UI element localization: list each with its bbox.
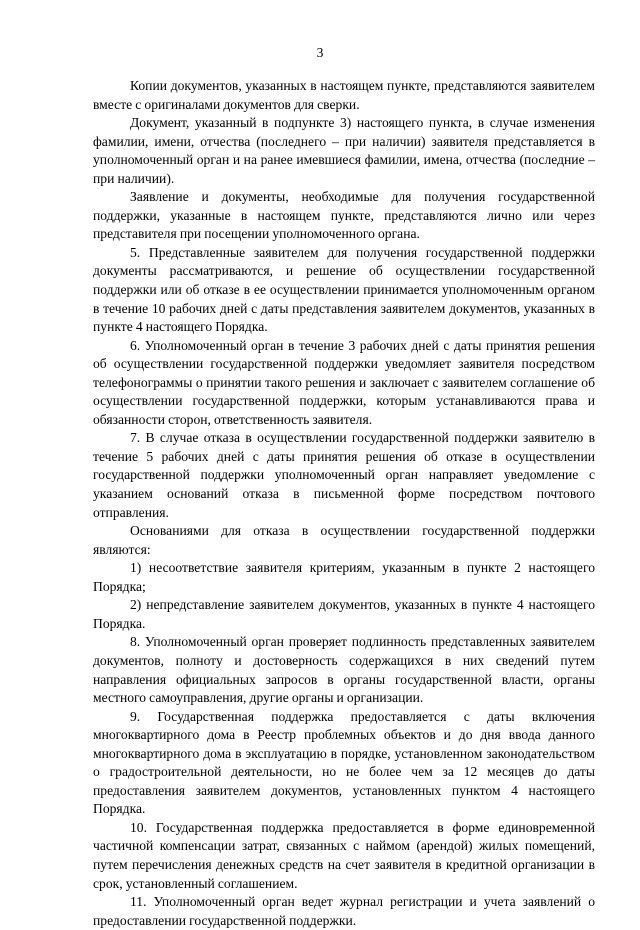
paragraph-item-11: 11. Уполномоченный орган ведет журнал регистрации и учета заявлений о предоставлении государственной поддержки.: [93, 894, 595, 928]
paragraph-item-7: 7. В случае отказа в осуществлении государственной поддержки заявителю в течение 5 рабочих дней с даты принятия решения об отказе в осуществлении государственной поддержки уполномоченный орган направляет уведомление с указанием оснований отказа в письменной форме посредством почтового отправления.: [93, 430, 595, 520]
list-item-1: 1) несоответствие заявителя критериям, указанным в пункте 2 настоящего Порядка;: [93, 560, 595, 594]
document-body: [93, 77, 595, 930]
paragraph-submission: Заявление и документы, необходимые для получения государственной поддержки, указанные в настоящем пункте, представляются лично или через представителя при посещении уполномоченного органа.: [93, 189, 595, 242]
list-item-2: 2) непредставление заявителем документов, указанных в пункте 4 настоящего Порядка.: [93, 597, 595, 631]
paragraph-item-8: 8. Уполномоченный орган проверяет подлинность представленных заявителем документов, полноту и достоверность содержащихся в них сведений путем направления официальных запросов в органы государственной власти, органы местного самоуправления, другие органы и организации.: [93, 634, 595, 706]
paragraph-item-6: 6. Уполномоченный орган в течение 3 рабочих дней с даты принятия решения об осуществлении государственной поддержки уведомляет заявителя посредством телефонограммы о принятии такого решения и заключает с заявителем соглашение об осуществлении государственной поддержки, которым устанавливаются права и обязанности сторон, ответственность заявителя.: [93, 337, 595, 427]
paragraph-item-10: 10. Государственная поддержка предоставляется в форме единовременной частичной компенсации затрат, связанных с наймом (арендой) жилых помещений, путем перечисления денежных средств на счет заявителя в кредитной организации в срок, установленный соглашением.: [93, 819, 595, 891]
paragraph-item-5: 5. Представленные заявителем для получения государственной поддержки документы рассматриваются, и решение об осуществлении государственной поддержки или об отказе в ее осуществлении принимается уполномоченным органом в течение 10 рабочих дней с даты представления заявителем документов, указанных в пункте 4 настоящего Порядка.: [93, 244, 595, 335]
page-number: 3: [316, 45, 324, 60]
paragraph-item-9: 9. Государственная поддержка предоставляется с даты включения многоквартирного дома в Реестр проблемных объектов и до дня ввода данного многоквартирного дома в эксплуатацию в порядке, установленном законодательством о градостроительной деятельности, но не более чем за 12 месяцев до даты предоставления заявителем документов, установленных пунктом 4 настоящего Порядка.: [93, 708, 595, 817]
paragraph-copies: Копии документов, указанных в настоящем пункте, представляются заявителем вместе с оригиналами документов для сверки.: [93, 78, 595, 112]
paragraph-refusal-grounds: Основаниями для отказа в осуществлении государственной поддержки являются:: [93, 523, 595, 557]
paragraph-name-change: Документ, указанный в подпункте 3) настоящего пункта, в случае изменения фамилии, имени, отчества (последнего – при наличии) заявителя представляется в уполномоченный орган и на ранее имевшиеся фамилии, имена, отчества (последние – при наличии).: [93, 115, 595, 186]
